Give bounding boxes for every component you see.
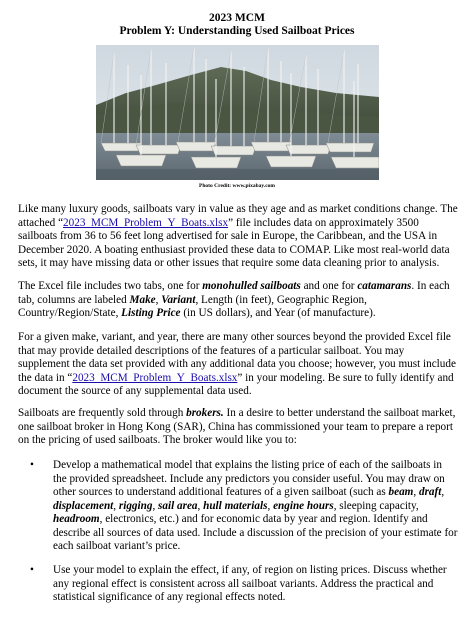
bullet-icon: • [30, 459, 34, 471]
bullet-icon: • [30, 564, 34, 576]
broker-paragraph: Sailboats are frequently sold through brokers. In a desire to better understand the sailboat market, one sailboat broker in Hong Kong (SAR), China has commissioned your team to prepare a report on the pricing of used sailboats. The broker would like you to: [18, 407, 456, 446]
excel-file-link[interactable]: 2023_MCM_Problem_Y_Boats.xlsx [63, 216, 229, 229]
excel-description-paragraph: The Excel file includes two tabs, one for monohulled sailboats and one for catamarans. In each tab, columns are labeled Make, Variant, Length (in feet), Geographic Region, Country/Region/State, Listing Price (in US dollars), and Year (of manufacture). [18, 280, 450, 319]
document-page: 2023 MCM Problem Y: Understanding Used Sailboat Prices Photo Credit: www.pixabay.com Like many luxury goods, sailboats vary in value as they age and as market conditions change. The attached “2023_MCM_Problem_Y_Boats.xlsx” file includes data on approximately 3500 sailboats from 36 to 56 feet long advertised for sale in Europe, the Caribbean, and the USA in December 2020. A boating enthusiast provided these data to COMAP. Like most real-world data sets, it may have missing data or other issues that require some data cleaning prior to analysis. The Excel file includes two tabs, one for monohulled sailboats and one for catamarans. In each tab, columns are labeled Make, Variant, Length (in feet), Geographic Region, Country/Region/State, Listing Price (in US dollars), and Year (of manufacture). For a given make, variant, and year, there are many other sources beyond the provided Excel file that may provide detailed descriptions of the features of a particular sailboat. You may supplement the data set provided with any additional data you choose; however, you must include the data in “2023_MCM_Problem_Y_Boats.xlsx” in your modeling. Be sure to fully identify and document the source of any supplemental data used. Sailboats are frequently sold through brokers. In a desire to better understand the sailboat market, one sailboat broker in Hong Kong (SAR), China has commissioned your team to prepare a report on the pricing of used sailboats. The broker would like you to: • Develop a mathematical model that explains the listing price of each of the sailboats in the provided spreadsheet. Include any predictors you consider useful. You may draw on other sources to understand additional features of a given sailboat (such as beam, draft, displacement, rigging, sail area, hull materials, engine hours, sleeping capacity, headroom, electronics, etc.) and for economic data by year and region. Identify and describe all sources of data used. Include a discussion of the precision of your estimate for each sailboat variant’s price. • Use your model to explain the effect, if any, of region on listing prices. Discuss whether any regional effect is consistent across all sailboat variants. Address the practical and statistical significance of any regional effects noted. [0, 0, 474, 619]
document-heading: 2023 MCM [209, 12, 265, 24]
harbor-photo [96, 45, 379, 180]
excel-file-link-2[interactable]: 2023_MCM_Problem_Y_Boats.xlsx [72, 371, 238, 384]
intro-paragraph: Like many luxury goods, sailboats vary in value as they age and as market conditions change. The attached “2023_MCM_Problem_Y_Boats.xlsx” file includes data on approximately 3500 sailboats from 36 to 56 feet long advertised for sale in Europe, the Caribbean, and the USA in December 2020. A boating enthusiast provided these data to COMAP. Like most real-world data sets, it may have missing data or other issues that require some data cleaning prior to analysis. [18, 203, 458, 269]
sailboat-harbor-image [96, 45, 379, 180]
photo-credit: Photo Credit: www.pixabay.com [199, 183, 275, 189]
document-title: Problem Y: Understanding Used Sailboat Prices [119, 25, 355, 37]
supplemental-data-paragraph: For a given make, variant, and year, there are many other sources beyond the provided Excel file that may provide detailed descriptions of the features of a particular sailboat. You may supplement the data set provided with any additional data you choose; however, you must include the data in “2023_MCM_Problem_Y_Boats.xlsx” in your modeling. Be sure to fully identify and document the source of any supplemental data used. [18, 331, 456, 397]
